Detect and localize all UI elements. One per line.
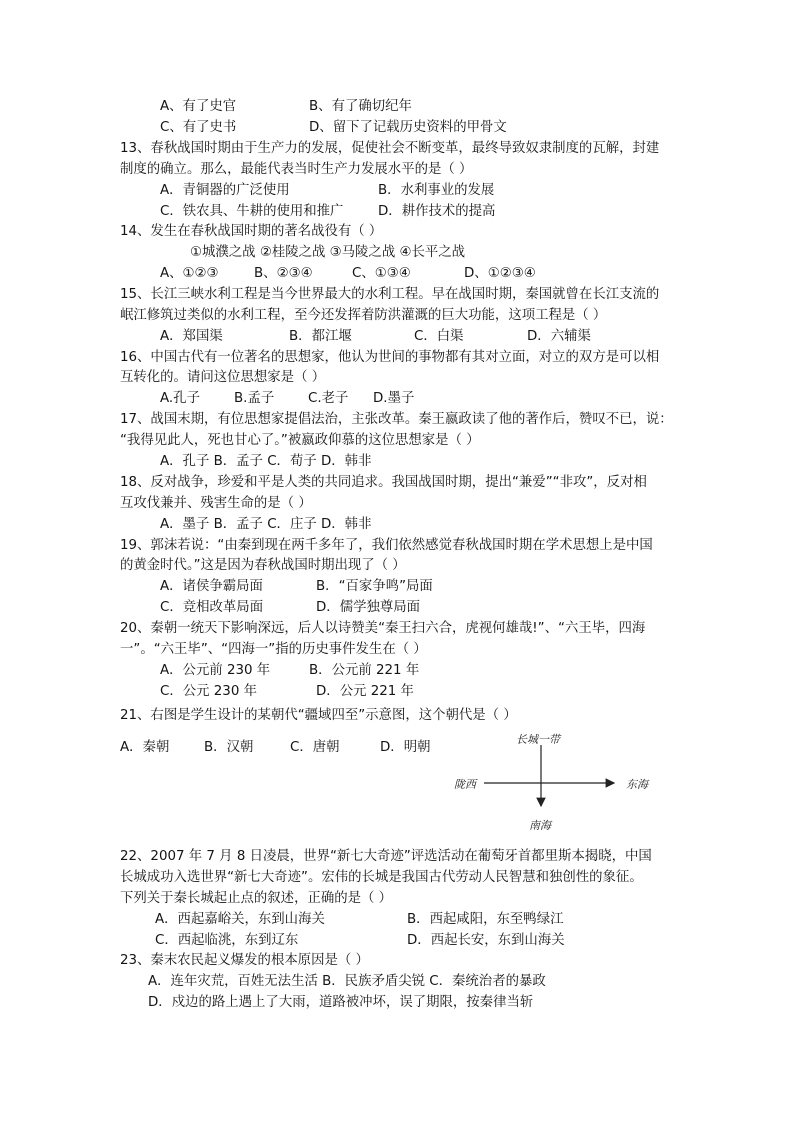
q15-option-c: C．白渠	[414, 329, 464, 344]
q15-stem-line1: 15、长江三峡水利工程是当今世界最大的水利工程。早在战国时期，秦国就曾在长江支流的	[120, 287, 660, 302]
q14-option-c: C、①③④	[352, 266, 411, 281]
q14-option-b: B、②③④	[254, 266, 313, 281]
q14-option-d: D、①②③④	[464, 266, 536, 281]
q14-option-a: A、①②③	[160, 266, 219, 281]
q19-stem-line2: 的黄金时代。”这是因为春秋战国时期出现了（ ）	[120, 558, 406, 573]
q19-option-a: A．诸侯争霸局面	[160, 579, 263, 594]
q16-stem-line2: 互转化的。请问这位思想家是（ ）	[120, 370, 326, 385]
q22-option-b: B．西起咸阳，东至鸭绿江	[407, 912, 564, 927]
q15-stem-line2: 岷江修筑过类似的水利工程，至今还发挥着防洪灌溉的巨大功能，这项工程是（ ）	[120, 308, 607, 323]
q15-option-d: D．六辅渠	[527, 329, 591, 344]
territory-diagram	[440, 733, 670, 838]
q20-stem-line2: 一”。“六王毕”、“四海一”指的历史事件发生在（ ）	[120, 642, 427, 657]
q16-stem-line1: 16、中国古代有一位著名的思想家，他认为世间的事物都有其对立面，对立的双方是可以相	[120, 350, 660, 365]
q18-stem-line2: 互攻伐兼并、残害生命的是（ ）	[120, 496, 312, 511]
q12-option-d: D、留下了记载历史资料的甲骨文	[309, 120, 507, 135]
q15-option-a: A．郑国渠	[160, 329, 223, 344]
q23-option-d: D．戍边的路上遇上了大雨，道路被冲坏，误了期限，按秦律当斩	[148, 995, 534, 1010]
q21-option-d: D．明朝	[380, 740, 431, 755]
q20-option-c: C．公元 230 年	[160, 684, 257, 699]
label-west: 陇西	[454, 778, 476, 791]
q22-option-c: C．西起临洮，东到辽东	[155, 933, 299, 948]
q16-option-c: C.老子	[308, 391, 349, 406]
label-north: 长城一带	[516, 733, 560, 746]
q13-option-a: A．青铜器的广泛使用	[160, 183, 290, 198]
label-south: 南海	[529, 819, 551, 832]
q16-option-b: B.孟子	[234, 391, 275, 406]
q14-battle-list: ①城濮之战 ②桂陵之战 ③马陵之战 ④长平之战	[190, 245, 466, 260]
q21-option-a: A．秦朝	[120, 740, 170, 755]
q13-option-c: C．铁农具、牛耕的使用和推广	[160, 204, 344, 219]
q20-option-d: D．公元 221 年	[316, 684, 414, 699]
q13-stem-line2: 制度的确立。那么，最能代表当时生产力发展水平的是（ ）	[120, 162, 473, 177]
q20-option-b: B．公元前 221 年	[309, 663, 420, 678]
q12-option-c: C、有了史书	[160, 120, 237, 135]
q22-stem-line3: 下列关于秦长城起止点的叙述，正确的是（ ）	[120, 891, 393, 906]
q16-option-d: D.墨子	[373, 391, 415, 406]
q12-option-a: A、有了史官	[160, 99, 237, 114]
q19-option-c: C．竞相改革局面	[160, 600, 264, 615]
q21-option-c: C．唐朝	[290, 740, 340, 755]
q13-option-d: D．耕作技术的提高	[378, 204, 496, 219]
q16-option-a: A.孔子	[160, 391, 200, 406]
q19-option-b: B．“百家争鸣”局面	[316, 579, 433, 594]
q23-stem-line1: 23、秦末农民起义爆发的根本原因是（ ）	[120, 953, 369, 968]
q20-stem-line1: 20、秦朝一统天下影响深远，后人以诗赞美“秦王扫六合，虎视何雄哉!”、“六王毕，四海	[120, 621, 646, 636]
q17-stem-line2: “我得见此人，死也甘心了。”被嬴政仰慕的这位思想家是（ ）	[120, 433, 480, 448]
q18-stem-line1: 18、反对战争，珍爱和平是人类的共同追求。我国战国时期，提出“兼爱”“非攻”，反对相	[120, 475, 647, 490]
q20-option-a: A．公元前 230 年	[160, 663, 271, 678]
q22-stem-line2: 长城成功入选世界“新七大奇迹”。宏伟的长城是我国古代劳动人民智慧和独创性的象征。	[120, 870, 643, 885]
q13-stem-line1: 13、春秋战国时期由于生产力的发展，促使社会不断变革，最终导致奴隶制度的瓦解，封建	[120, 141, 660, 156]
q23-options-abc: A．连年灾荒，百姓无法生活 B．民族矛盾尖锐 C．秦统治者的暴政	[148, 974, 546, 989]
q17-options: A．孔子 B．孟子 C．荀子 D．韩非	[160, 454, 372, 469]
label-east: 东海	[626, 778, 648, 791]
q22-option-a: A．西起嘉峪关，东到山海关	[155, 912, 325, 927]
q14-stem-line1: 14、发生在春秋战国时期的著名战役有（ ）	[120, 224, 383, 239]
q19-option-d: D．儒学独尊局面	[316, 600, 421, 615]
q18-options: A．墨子 B．孟子 C．庄子 D．韩非	[160, 517, 372, 532]
q22-option-d: D．西起长安，东到山海关	[407, 933, 565, 948]
q19-stem-line1: 19、郭沫若说：“由秦到现在两千多年了，我们依然感觉春秋战国时期在学术思想上是中国	[120, 538, 653, 553]
q21-option-b: B．汉朝	[204, 740, 254, 755]
q15-option-b: B．都江堰	[289, 329, 352, 344]
q17-stem-line1: 17、战国末期，有位思想家提倡法治，主张改革。秦王嬴政读了他的著作后，赞叹不已，说：	[120, 412, 673, 427]
q13-option-b: B．水利事业的发展	[378, 183, 495, 198]
q22-stem-line1: 22、2007 年 7 月 8 日凌晨，世界“新七大奇迹”评选活动在葡萄牙首都里斯本揭晓，中国	[120, 849, 652, 864]
q21-stem-line1: 21、右图是学生设计的某朝代“疆域四至”示意图，这个朝代是（ ）	[120, 708, 517, 723]
q12-option-b: B、有了确切纪年	[309, 99, 412, 114]
